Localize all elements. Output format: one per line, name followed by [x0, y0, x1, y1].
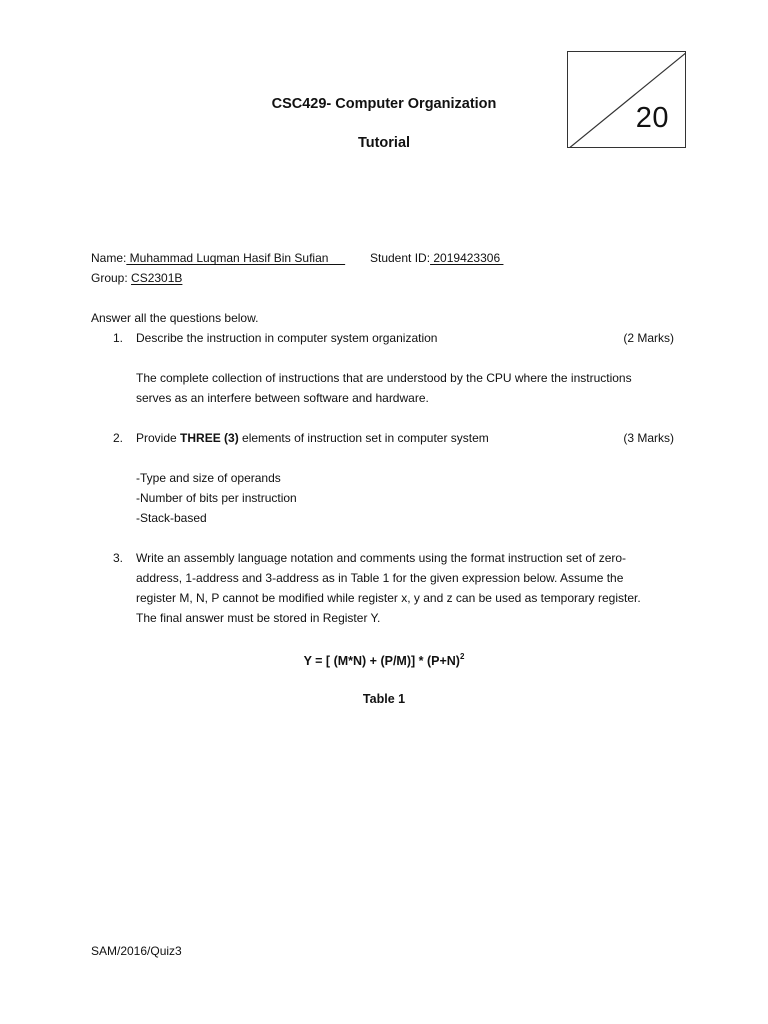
question-marks: (3 Marks): [623, 431, 674, 445]
question-text-before: Provide: [136, 431, 181, 445]
formula: [0, 652, 768, 668]
question-text-line: The final answer must be stored in Register Y.: [136, 611, 381, 625]
question-text-line: register M, N, P cannot be modified while register x, y and z can be used as temporary register.: [136, 591, 641, 605]
question-text: [136, 431, 489, 446]
formula-exponent: 2: [459, 652, 465, 661]
footer-code: SAM/2016/Quiz3: [91, 944, 182, 958]
instructions-text: Answer all the questions below.: [91, 311, 259, 325]
student-id-label: Student ID:: [370, 251, 431, 265]
question-marks: (2 Marks): [623, 331, 674, 345]
answer-line: -Number of bits per instruction: [136, 491, 297, 505]
question-number: 2.: [113, 431, 124, 445]
student-id-row: [370, 251, 503, 266]
answer-line: serves as an interfere between software and hardware.: [136, 391, 429, 405]
page-title: CSC429- Computer Organization: [271, 96, 497, 112]
group-row: [91, 271, 182, 286]
score-value: 20: [635, 102, 669, 134]
name-value: Muhammad Luqman Hasif Bin Sufian: [126, 251, 346, 265]
question-text-after: elements of instruction set in computer system: [238, 431, 489, 445]
answer-line: The complete collection of instructions that are understood by the CPU where the instructions: [136, 371, 632, 385]
question-text: Describe the instruction in computer system organization: [136, 331, 438, 345]
name-label: Name:: [91, 251, 127, 265]
group-value: CS2301B: [131, 271, 183, 285]
question-number: 3.: [113, 551, 124, 565]
student-id-value: 2019423306: [430, 251, 504, 265]
page-subtitle: Tutorial: [357, 135, 411, 151]
formula-main: Y = [ (M*N) + (P/M)] * (P+N): [303, 654, 460, 668]
question-text-line: Write an assembly language notation and comments using the format instruction set of zero-: [136, 551, 627, 565]
answer-line: -Type and size of operands: [136, 471, 281, 485]
answer-line: -Stack-based: [136, 511, 207, 525]
question-text-line: address, 1-address and 3-address as in Table 1 for the given expression below. Assume the: [136, 571, 624, 585]
group-label: Group:: [91, 271, 128, 285]
student-name-row: [91, 251, 345, 266]
table-label: Table 1: [362, 692, 406, 706]
question-number: 1.: [113, 331, 124, 345]
question-text-bold: THREE (3): [180, 431, 239, 445]
